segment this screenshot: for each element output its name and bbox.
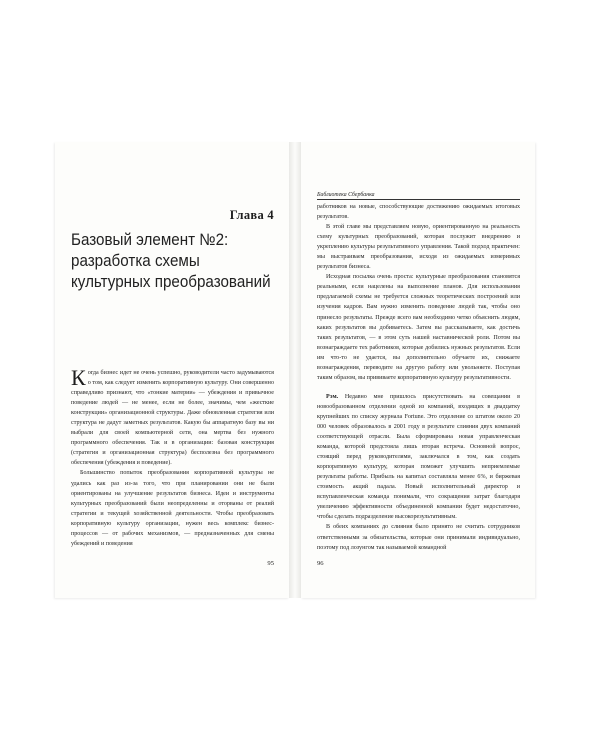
- running-head: Библиотека Сбербанка: [317, 192, 520, 200]
- paragraph-text: огда бизнес идет не очень успешно, руководители часто задумываются о том, как следует изменить корпоративную культуру. Они совершенно справедливо признают, что «тонкие материи» — убеждения и привычное поведение людей — не менее, если не более, значимы, чем «жесткие конструкции» организационной структуры. Даже обновленная стратегия или структура не дадут заметных результатов. Какую бы аппаратную базу вы ни выбрали для своей компьютерной сети, она мертва без нужного программного обеспечения. Так и в организации: базовая конструкция (стратегия и организационная структура) бесполезна без программного обеспечения (убеждения и поведение).: [71, 370, 274, 467]
- chapter-label: Глава 4: [229, 208, 274, 222]
- paragraph: [317, 392, 520, 523]
- chapter-title-line: разработка схемы: [71, 252, 200, 270]
- right-body-text: [317, 202, 520, 553]
- paragraph: В обеих компаниях до слияния было принято не считать сотрудников ответственными за обязательства, которые они принимали индивидуально, поэтому под лозунгом так называемой командной: [317, 524, 520, 551]
- left-body-text: [71, 365, 274, 549]
- drop-cap: К: [71, 365, 86, 390]
- right-page: [301, 142, 535, 598]
- paragraph: В этой главе мы представляем новую, ориентированную на реальность схему культурных преобразований, которая послужит внедрению и укреплению культуры результативного управления. Такой подход практичен: мы выстраиваем преобразования, исходя из ожидаемых измеримых результатов бизнеса.: [317, 224, 520, 271]
- left-page: [55, 142, 289, 598]
- speaker-label: Рэм.: [326, 393, 339, 400]
- paragraph-text: Недавно мне пришлось присутствовать на совещании в новообразованном отделении одной из компаний, входящих в двадцатку крупнейших по списку журнала Fortune. Это отделение со штатом около 20 000 человек образовалось в 2001 году в результате слияния двух компаний соответствующей отрасли. Была сформирована новая управленческая команда, которой предстояла лишь вторая встреча. Основной вопрос, стоящий перед руководителями, заключался в том, как создать корпоративную культуру, которая поможет улучшить неприемлемые результаты работы. Прибыль на капитал составляла менее 6%, и биржевая стоимость акций падала. Новый исполнительный директор и вспупавленческая команда понимали, что сокращения затрат благодаря увеличению эффективности объединенной компании будет недостаточно, чтобы сделать подразделение высокорезультативным.: [317, 393, 520, 521]
- paragraph: Исходная посылка очень проста: культурные преобразования становятся реальными, если нацелены на выполнение планов. Для использования предлагаемой схемы не требуется сложных теоретических построений или изучения кадров. Вам нужно изменить поведение людей так, чтобы оно принесло результаты. Прежде всего вам необходимо четко объяснить людям, каких результатов вы добиваетесь. Затем вы рассказываете, как достичь таких результатов, — в этом суть нашей наставнической роли. Потом вы вознаграждаете тех работников, которые добились нужных результатов. Если им что-то не удается, вы дополнительно обучаете их, снижаете вознаграждения, переводите на другую работу или увольняете. Поступая таким образом, вы прививаете корпоративную культуру результативности.: [317, 274, 520, 381]
- page-number: 96: [317, 560, 324, 567]
- book-gutter: [289, 142, 301, 598]
- paragraph: Большинство попыток преобразования корпоративной культуры не удались как раз из-за того, что при планировании они не были ориентированы на улучшение результатов бизнеса. Идеи и инструменты культурных преобразований были неопределенны и оторваны от реалий стратегии и текущей хозяйственной деятельности. Чтобы преобразовать корпоративную культуру организации, нужен весь комплекс бизнес-процессов — от рабочих механизмов, — предназначенных для смены убеждений и поведения: [71, 470, 274, 547]
- paragraph: работников на новые, способствующие достижению ожидаемых итоговых результатов.: [317, 204, 520, 221]
- chapter-title: [71, 230, 284, 293]
- chapter-title-line: культурных преобразований: [71, 273, 271, 291]
- page-number: 95: [267, 560, 274, 567]
- paragraph: [71, 365, 274, 468]
- chapter-title-line: Базовый элемент №2:: [71, 231, 229, 249]
